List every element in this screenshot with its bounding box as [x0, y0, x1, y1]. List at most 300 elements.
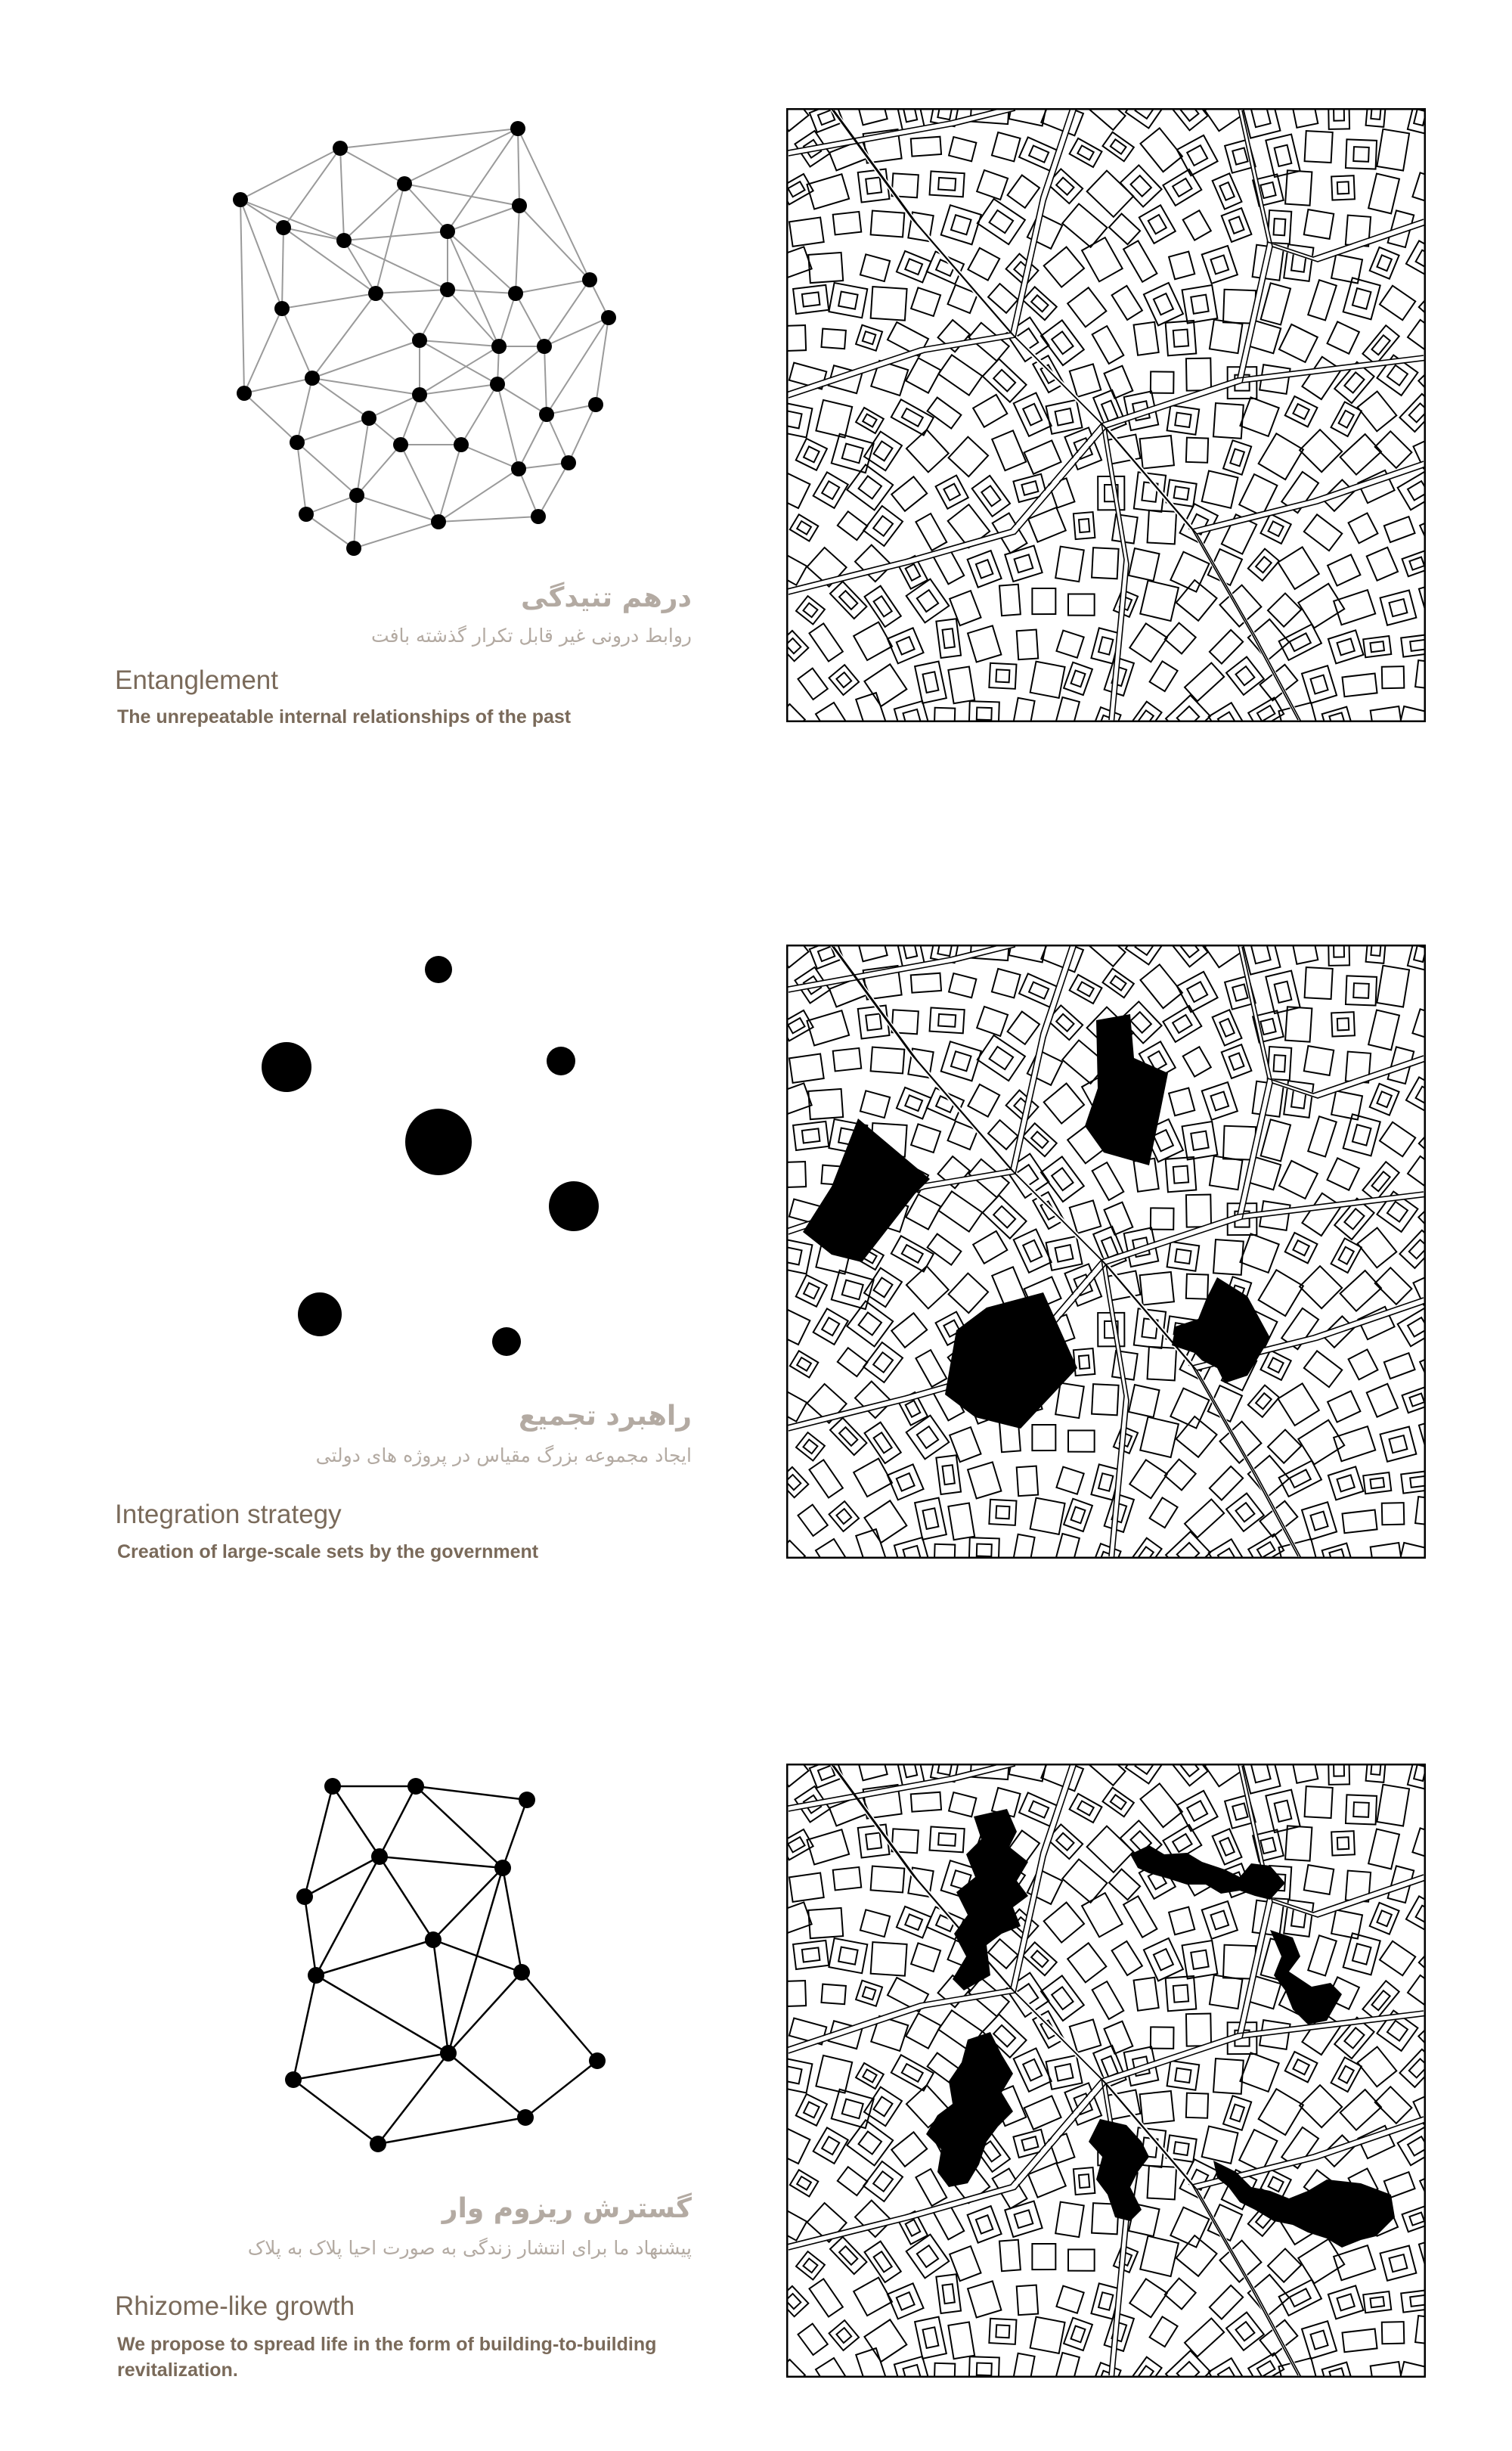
building-plot: [1183, 1047, 1211, 1076]
building-plot: [1008, 175, 1040, 208]
building-plot: [915, 2317, 947, 2359]
network-node: [561, 455, 576, 470]
building-plot: [1140, 1417, 1179, 1457]
building-plot: [1305, 131, 1333, 163]
building-plot: [829, 283, 867, 318]
building-plot: [1331, 1831, 1355, 1855]
building-plot: [786, 1305, 810, 1345]
building-plot: [798, 1505, 827, 1536]
building-plot: [1384, 1353, 1415, 1379]
building-plot: [1399, 2049, 1426, 2087]
network-node: [412, 333, 427, 348]
building-plot: [1046, 1236, 1083, 1270]
building-plot: [832, 434, 874, 473]
building-plot: [863, 506, 903, 546]
network-edge: [312, 378, 369, 418]
building-plot: [930, 1826, 965, 1852]
building-plot: [999, 2240, 1021, 2272]
building-plot: [1150, 1497, 1178, 1528]
building-plot: [983, 359, 1027, 402]
building-plot: [798, 669, 827, 700]
building-plot: [1300, 430, 1342, 472]
building-plot: [1171, 1764, 1207, 1786]
building-plot: [786, 554, 807, 585]
network-edge: [516, 280, 590, 293]
building-plot: [1074, 1348, 1095, 1376]
network-edge: [376, 184, 404, 293]
building-plot: [1209, 703, 1246, 722]
building-plot: [1120, 165, 1162, 206]
building-plot: [1105, 2021, 1133, 2054]
building-plot: [949, 437, 988, 477]
building-plot: [1248, 698, 1284, 722]
building-plot: [1140, 436, 1174, 469]
building-plot: [891, 2132, 927, 2167]
building-plot: [860, 1910, 890, 1937]
building-plot: [1210, 1466, 1243, 1500]
building-plot: [1129, 548, 1160, 581]
building-plot: [786, 2286, 808, 2316]
building-plot: [856, 2063, 884, 2089]
building-plot: [1054, 697, 1080, 722]
building-plot: [1089, 1764, 1125, 1786]
network-edge: [293, 2053, 448, 2080]
building-plot: [796, 1432, 825, 1460]
building-plot: [1102, 1788, 1133, 1817]
building-plot: [786, 1083, 812, 1115]
street: [1194, 464, 1426, 532]
network-edge: [297, 442, 306, 514]
building-plot: [936, 476, 968, 509]
building-plot: [1398, 471, 1426, 510]
network-edge: [297, 418, 369, 442]
building-plot: [1302, 357, 1341, 399]
building-plot: [786, 2210, 807, 2241]
building-plot: [977, 1007, 1008, 1036]
network-edge: [516, 206, 519, 293]
building-plot: [1092, 1544, 1121, 1559]
network-node: [508, 286, 523, 301]
building-plot: [1380, 1426, 1417, 1461]
building-plot: [1401, 634, 1426, 657]
building-plot: [1380, 590, 1417, 625]
building-plot: [1064, 1499, 1092, 1531]
building-plot: [1342, 674, 1377, 697]
building-plot: [856, 408, 884, 433]
building-plot: [809, 623, 842, 661]
network-node: [407, 1778, 424, 1795]
network-node: [397, 176, 412, 191]
building-plot: [1166, 695, 1210, 722]
network-edge: [544, 346, 547, 414]
building-plot: [786, 1540, 805, 1559]
building-plot: [865, 586, 901, 627]
building-plot: [948, 666, 974, 703]
network-node: [531, 509, 546, 524]
building-plot: [830, 582, 866, 619]
building-plot: [816, 703, 848, 722]
building-plot: [1293, 108, 1318, 128]
building-plot: [1044, 1903, 1084, 1943]
building-plot: [1171, 945, 1207, 966]
building-plot: [1023, 287, 1057, 320]
building-plot: [1144, 283, 1183, 325]
building-plot: [1400, 2362, 1426, 2378]
building-plot: [949, 973, 976, 997]
building-plot: [949, 1792, 976, 1817]
network-edge: [378, 2053, 448, 2144]
english-subtitle: Creation of large-scale sets by the government: [117, 1541, 539, 1562]
building-plot: [1046, 2055, 1083, 2090]
building-plot: [1013, 2353, 1035, 2378]
building-plot: [941, 1041, 981, 1081]
building-plot: [916, 1350, 947, 1387]
building-plot: [911, 137, 941, 157]
building-plot: [894, 2356, 929, 2378]
building-plot: [813, 2127, 848, 2164]
building-plot: [941, 205, 981, 244]
persian-subtitle: روابط درونی غیر قابل تکرار گذشته بافت: [371, 625, 692, 647]
building-plot: [1129, 702, 1161, 722]
network-node: [233, 192, 248, 207]
building-plot: [786, 2359, 805, 2378]
network-edge: [244, 393, 297, 442]
building-plot: [1340, 434, 1381, 475]
building-plot: [1202, 2127, 1238, 2164]
network-node: [589, 2052, 606, 2069]
network-edge: [547, 414, 569, 463]
network-edge: [316, 1940, 433, 1975]
building-plot: [829, 2320, 860, 2350]
network-edge: [284, 148, 340, 228]
building-plot: [888, 1464, 924, 1500]
network-edge: [340, 148, 344, 240]
building-plot: [1165, 2279, 1196, 2310]
building-plot: [1014, 1229, 1052, 1272]
building-plot: [1032, 2244, 1055, 2270]
building-plot: [1068, 1431, 1095, 1452]
building-plot: [1268, 2248, 1301, 2282]
network-edge: [448, 206, 519, 231]
building-plot: [1102, 969, 1133, 998]
building-plot: [1169, 1088, 1194, 1116]
building-plot: [809, 1460, 842, 1497]
building-plot: [871, 211, 905, 237]
building-plot: [1398, 2127, 1426, 2165]
building-plot: [1054, 2353, 1080, 2378]
building-plot: [790, 1351, 819, 1377]
network-node: [537, 339, 552, 354]
building-plot: [816, 2358, 848, 2378]
building-plot: [1129, 1538, 1161, 1559]
building-plot: [796, 596, 825, 624]
building-plot: [1213, 173, 1242, 209]
building-plot: [1278, 547, 1318, 589]
building-plot: [1068, 2250, 1095, 2271]
network-node: [333, 141, 348, 156]
building-plot: [1408, 1975, 1426, 2009]
building-plot: [928, 398, 962, 429]
building-plot: [854, 1459, 892, 1497]
building-plot: [950, 1427, 981, 1462]
network-node: [276, 220, 291, 235]
building-plot: [1014, 392, 1052, 436]
network-edge: [240, 200, 282, 309]
building-plot: [973, 1231, 1007, 1264]
building-plot: [789, 1054, 824, 1083]
building-plot: [936, 619, 961, 658]
network-edge: [420, 340, 499, 346]
network-edge: [438, 469, 519, 522]
building-plot: [808, 253, 843, 283]
building-plot: [838, 2167, 868, 2195]
network-node: [440, 282, 455, 297]
building-plot: [1140, 2091, 1174, 2124]
building-plot: [786, 631, 808, 661]
building-plot: [1140, 1783, 1182, 1827]
building-plot: [847, 1301, 893, 1346]
building-plot: [1298, 584, 1344, 628]
network-edge: [518, 129, 590, 280]
network-edge: [380, 1786, 416, 1857]
building-plot: [858, 1824, 890, 1857]
building-plot: [1279, 1161, 1318, 1199]
building-plot: [1328, 554, 1360, 585]
network-node: [454, 437, 469, 452]
building-plot: [1343, 1114, 1380, 1156]
building-plot: [1302, 665, 1337, 703]
building-plot: [911, 1124, 940, 1153]
building-plot: [1349, 1349, 1378, 1379]
building-plot: [856, 2348, 888, 2378]
building-plot: [968, 625, 1001, 662]
network-edge: [312, 378, 420, 395]
network-node: [285, 2071, 302, 2088]
building-plot: [1112, 1941, 1142, 1975]
building-plot: [864, 2319, 906, 2362]
building-plot: [1177, 135, 1218, 175]
building-plot: [796, 2251, 825, 2279]
building-plot: [1213, 2059, 1244, 2094]
building-plot: [1030, 662, 1065, 698]
network-node: [539, 407, 554, 422]
network-edge: [380, 1857, 503, 1868]
building-plot: [1213, 1239, 1244, 1275]
building-plot: [813, 472, 848, 508]
building-plot: [1322, 707, 1352, 722]
building-plot: [1346, 139, 1377, 169]
building-plot: [1074, 2167, 1095, 2195]
network-node: [510, 121, 525, 136]
building-plot: [1023, 1942, 1057, 1975]
building-plot: [938, 355, 982, 395]
network-edge: [293, 1975, 316, 2080]
building-plot: [968, 248, 999, 281]
building-plot: [948, 2322, 974, 2359]
building-plot: [1298, 1420, 1344, 1465]
building-plot: [857, 945, 888, 961]
network-edge: [378, 2117, 525, 2144]
building-plot: [930, 171, 965, 197]
network-node: [588, 397, 603, 412]
building-plot: [1070, 1794, 1102, 1823]
building-plot: [1068, 594, 1095, 616]
building-plot: [793, 1941, 829, 1969]
building-plot: [808, 1908, 843, 1938]
building-plot: [1371, 2362, 1402, 2378]
network-edge: [420, 340, 497, 384]
building-plot: [1202, 471, 1238, 508]
rhizome-network-diagram: [272, 1762, 620, 2163]
building-plot: [1408, 320, 1426, 354]
building-plot: [847, 2120, 893, 2165]
building-plot: [1377, 966, 1409, 1007]
building-plot: [1092, 707, 1121, 722]
building-plot: [1334, 590, 1375, 625]
building-plot: [856, 325, 882, 351]
building-plot: [1151, 1208, 1174, 1230]
building-plot: [1371, 706, 1402, 722]
building-plot: [1151, 371, 1174, 393]
building-plot: [1302, 2321, 1337, 2359]
network-node: [582, 272, 597, 287]
network-edge: [438, 517, 538, 522]
building-plot: [1293, 1764, 1318, 1783]
building-plot: [1322, 1544, 1352, 1559]
building-plot: [1279, 1461, 1321, 1497]
network-edge: [448, 2053, 525, 2117]
network-edge: [448, 231, 516, 293]
building-plot: [906, 1194, 940, 1229]
building-plot: [821, 329, 845, 349]
building-plot: [786, 1391, 807, 1422]
building-plot: [857, 1764, 888, 1780]
building-plot: [936, 1455, 961, 1494]
building-plot: [968, 551, 1002, 588]
persian-title: گسترش ریزوم وار: [442, 2193, 692, 2224]
building-plot: [1017, 1466, 1039, 1497]
building-plot: [1377, 129, 1409, 171]
building-plot: [1342, 2329, 1377, 2353]
building-plot: [1070, 2019, 1101, 2052]
building-plot: [1248, 549, 1279, 581]
building-plot: [1399, 394, 1426, 432]
building-plot: [1408, 1156, 1426, 1190]
building-plot: [1014, 2048, 1052, 2091]
building-plot: [897, 1087, 931, 1119]
building-plot: [1308, 1935, 1337, 1975]
urban-fabric-map-existing: [786, 108, 1426, 722]
building-plot: [1210, 320, 1242, 353]
building-plot: [858, 1005, 890, 1038]
building-plot: [936, 2274, 961, 2313]
building-plot: [934, 2363, 955, 2378]
network-edge: [306, 514, 354, 548]
building-plot: [832, 1270, 874, 1309]
building-plot: [786, 1981, 806, 2007]
dot: [547, 1047, 575, 1075]
building-plot: [1304, 1046, 1334, 1075]
building-plot: [897, 251, 931, 283]
building-plot: [978, 1035, 1025, 1081]
building-plot: [1129, 2357, 1161, 2378]
building-plot: [1044, 247, 1084, 287]
building-plot: [989, 663, 1016, 689]
building-plot: [969, 1537, 999, 1559]
network-edge: [240, 148, 340, 200]
building-plot: [1182, 1941, 1218, 1978]
building-plot: [891, 1313, 927, 1348]
building-plot: [1342, 1510, 1377, 1534]
building-plot: [1408, 108, 1426, 134]
building-plot: [1023, 1123, 1057, 1156]
building-plot: [1346, 976, 1377, 1005]
dot: [492, 1327, 521, 1356]
building-plot: [786, 2124, 810, 2164]
building-plot: [857, 108, 888, 125]
network-edge: [503, 1868, 522, 1972]
building-plot: [1213, 1829, 1242, 1864]
building-plot: [906, 430, 949, 472]
building-plot: [833, 1048, 862, 1072]
building-plot: [1213, 1010, 1242, 1045]
building-plot: [789, 218, 824, 247]
building-plot: [1285, 1007, 1312, 1041]
building-plot: [1129, 623, 1167, 662]
building-plot: [992, 132, 1021, 161]
building-plot: [1213, 403, 1244, 439]
building-plot: [1046, 400, 1083, 434]
english-title: Entanglement: [115, 665, 278, 695]
building-plot: [821, 1984, 845, 2005]
building-plot: [1293, 945, 1318, 964]
building-plot: [1380, 286, 1415, 321]
building-plot: [894, 1537, 929, 1559]
building-plot: [938, 1191, 982, 1231]
building-plot: [1024, 440, 1061, 473]
building-plot: [1308, 1116, 1337, 1156]
building-plot: [1298, 2239, 1344, 2284]
building-plot: [1186, 2014, 1211, 2046]
building-plot: [809, 2279, 842, 2316]
building-plot: [864, 1268, 902, 1308]
network-edge: [497, 346, 544, 384]
network-edge: [293, 2080, 378, 2144]
network-edge: [340, 129, 518, 148]
building-plot: [1408, 1764, 1426, 1789]
building-plot: [1151, 2027, 1174, 2049]
building-plot: [1148, 2166, 1177, 2200]
building-plot: [1013, 698, 1035, 722]
building-plot: [1300, 2085, 1342, 2127]
building-plot: [1302, 1193, 1341, 1236]
building-plot: [860, 254, 890, 281]
network-edge: [282, 293, 376, 309]
persian-title: راهبرد تجمیع: [518, 1401, 692, 1432]
dot: [298, 1292, 342, 1336]
building-plot: [1399, 1230, 1426, 1268]
network-node: [490, 377, 505, 392]
network-edge: [497, 384, 547, 414]
building-plot: [888, 628, 924, 663]
building-plot: [1260, 513, 1290, 543]
network-node: [393, 437, 408, 452]
building-plot: [871, 287, 907, 321]
network-edge: [519, 414, 547, 469]
building-plot: [989, 1500, 1016, 1525]
building-plot: [1328, 1158, 1359, 1190]
building-plot: [865, 1423, 901, 1463]
